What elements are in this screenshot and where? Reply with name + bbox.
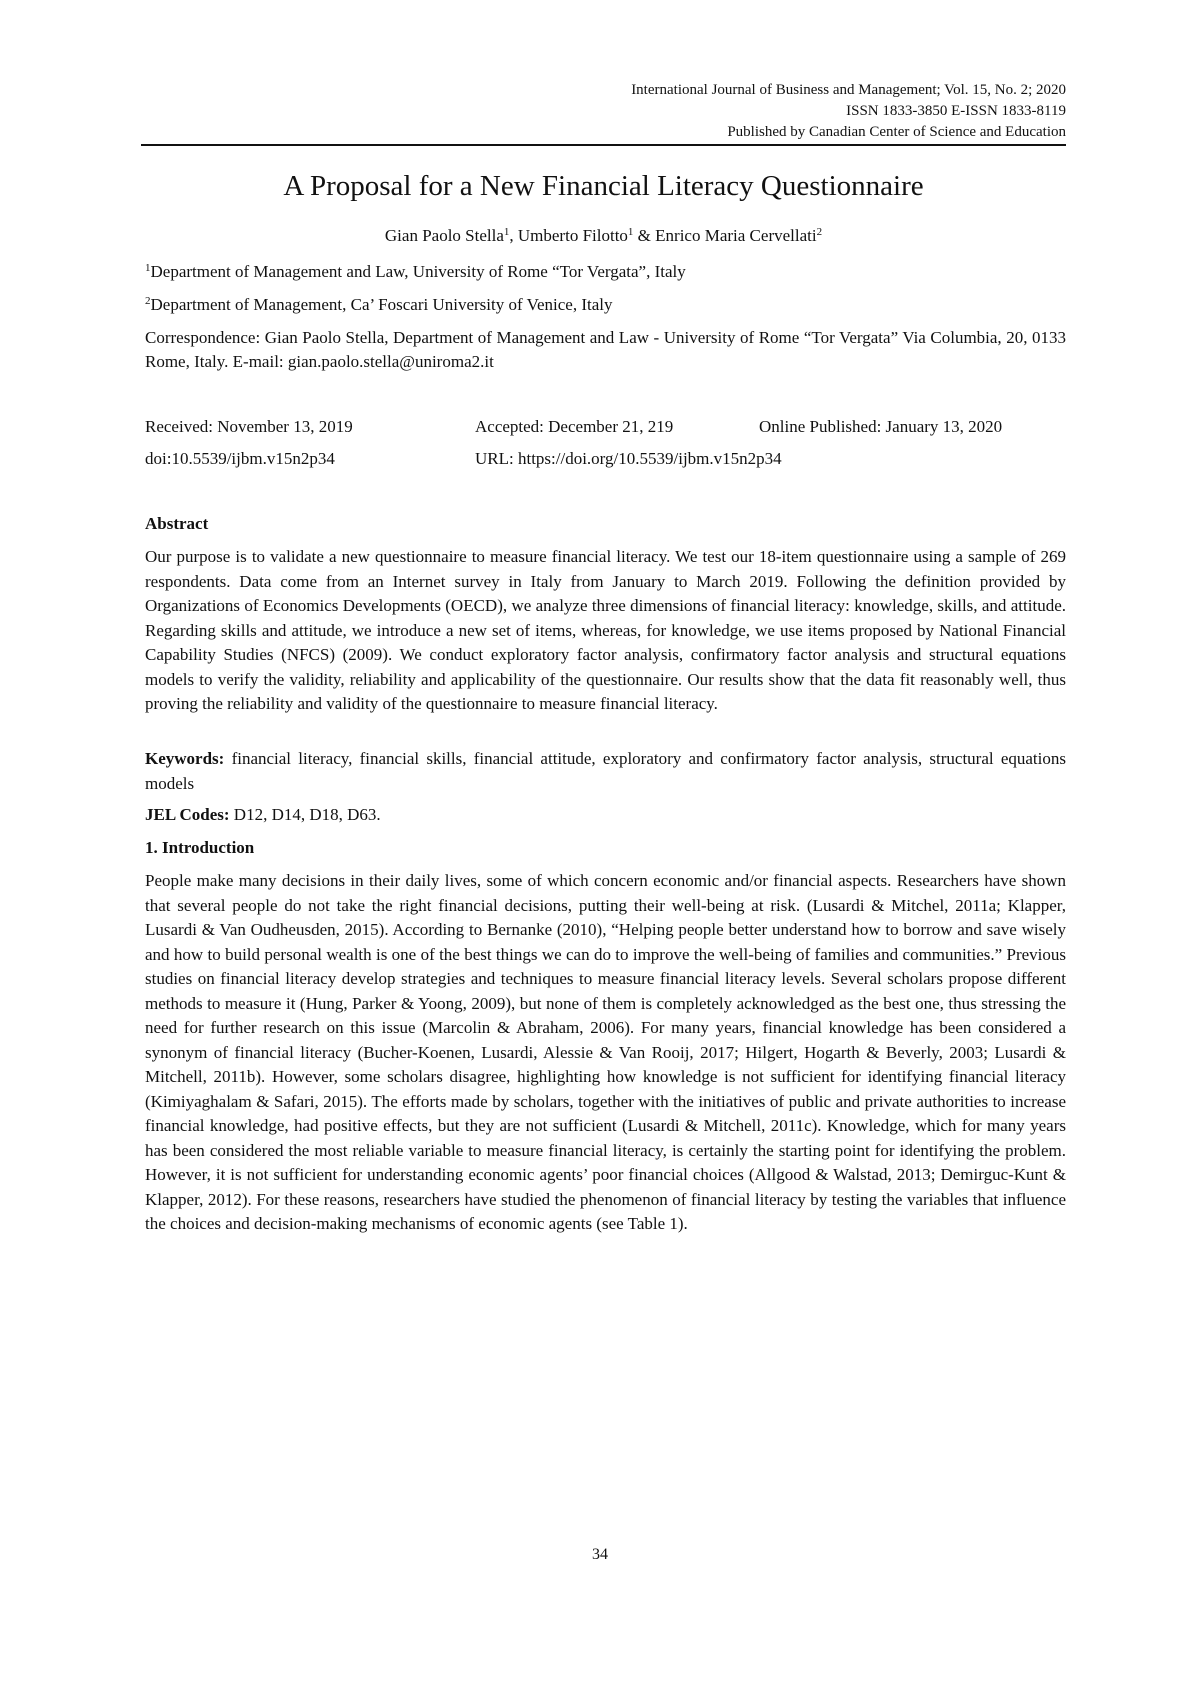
journal-publisher: Published by Canadian Center of Science and Education (727, 124, 1066, 140)
author-separator: & (633, 226, 656, 245)
author-affil-mark: 1 (627, 226, 634, 238)
introduction-heading: 1. Introduction (145, 838, 255, 857)
paper-title: A Proposal for a New Financial Literacy Questionnaire (283, 170, 924, 202)
affiliation-mark: 1 (145, 262, 151, 274)
journal-citation: International Journal of Business and Management; Vol. 15, No. 2; 2020 (631, 82, 1066, 98)
correspondence: Correspondence: Gian Paolo Stella, Department of Management and Law - University of Rome “Tor Vergata” Via Columbia, 20, 0133 Rome, Italy. E-mail: gian.paolo.stella@uniroma2.it (145, 328, 1066, 371)
keywords-text: financial literacy, financial skills, financial attitude, exploratory and confirmatory factor analysis, structural equations models (145, 749, 1066, 793)
jel-codes (145, 803, 1066, 828)
page-number: 34 (592, 1546, 608, 1563)
abstract-heading: Abstract (145, 514, 209, 533)
article-url[interactable]: URL: https://doi.org/10.5539/ijbm.v15n2p34 (475, 449, 782, 468)
author-name: Umberto Filotto (517, 226, 628, 245)
accepted-date: Accepted: December 21, 219 (475, 417, 674, 436)
affiliation-text: Department of Management, Ca’ Foscari University of Venice, Italy (150, 295, 613, 314)
author-affil-mark: 2 (816, 226, 823, 238)
received-date: Received: November 13, 2019 (145, 417, 353, 436)
author-affil-mark: 1 (503, 226, 510, 238)
jel-label: JEL Codes: (145, 805, 230, 824)
journal-issn: ISSN 1833-3850 E-ISSN 1833-8119 (846, 103, 1066, 119)
jel-text: D12, D14, D18, D63. (229, 805, 381, 824)
journal-header (631, 80, 1066, 143)
affiliation-1 (145, 260, 1066, 284)
published-date: Online Published: January 13, 2020 (759, 417, 1003, 436)
keywords-label: Keywords: (145, 749, 225, 768)
author-name: Enrico Maria Cervellati (655, 226, 817, 245)
affiliation-text: Department of Management and Law, University of Rome “Tor Vergata”, Italy (150, 262, 686, 281)
author-list (141, 224, 1066, 248)
affiliation-mark: 2 (145, 295, 151, 307)
keywords (145, 747, 1066, 796)
doi[interactable]: doi:10.5539/ijbm.v15n2p34 (145, 449, 335, 468)
affiliation-2 (145, 293, 1066, 317)
author-separator: , (509, 226, 518, 245)
abstract-text: Our purpose is to validate a new questionnaire to measure financial literacy. We test our 18-item questionnaire using a sample of 269 respondents. Data come from an Internet survey in Italy from January to March 2019. Following the definition provided by Organizations of Economics Developments (OECD), we analyze three dimensions of financial literacy: knowledge, skills, and attitude. Regarding skills and attitude, we introduce a new set of items, whereas, for knowledge, we use items proposed by National Financial Capability Studies (NFCS) (2009). We conduct exploratory factor analysis, confirmatory factor analysis and structural equations models to verify the validity, reliability and applicability of the questionnaire. Our results show that the data fit reasonably well, thus proving the reliability and validity of the questionnaire to measure financial literacy. (145, 547, 1066, 713)
header-rule (141, 144, 1066, 146)
introduction-text: People make many decisions in their daily lives, some of which concern economic and/or financial aspects. Researchers have shown that several people do not take the right financial decisions, putting their well-being at risk. (Lusardi & Mitchel, 2011a; Klapper, Lusardi & Van Oudheusden, 2015). According to Bernanke (2010), “Helping people better understand how to borrow and save wisely and how to build personal wealth is one of the best things we can do to improve the well-being of families and communities.” Previous studies on financial literacy develop strategies and techniques to measure financial literacy levels. Several scholars propose different methods to measure it (Hung, Parker & Yoong, 2009), but none of them is completely acknowledged as the best one, thus stressing the need for further research on this issue (Marcolin & Abraham, 2006). For many years, financial knowledge has been considered a synonym of financial literacy (Bucher-Koenen, Lusardi, Alessie & Van Rooij, 2017; Hilgert, Hogarth & Beverly, 2003; Lusardi & Mitchell, 2011b). However, some scholars disagree, highlighting how knowledge is not sufficient for identifying financial literacy (Kimiyaghalam & Safari, 2015). The efforts made by scholars, together with the initiatives of public and private authorities to increase financial knowledge, had positive effects, but they are not sufficient (Lusardi & Mitchell, 2011c). Knowledge, which for many years has been considered the most reliable variable to measure financial literacy, is certainly the starting point for identifying the problem. However, it is not sufficient for understanding economic agents’ poor financial choices (Allgood & Walstad, 2013; Demirguc-Kunt & Klapper, 2012). For these reasons, researchers have studied the phenomenon of financial literacy by testing the variables that influence the choices and decision-making mechanisms of economic agents (see Table 1). (145, 871, 1066, 1233)
author-name: Gian Paolo Stella (384, 226, 504, 245)
